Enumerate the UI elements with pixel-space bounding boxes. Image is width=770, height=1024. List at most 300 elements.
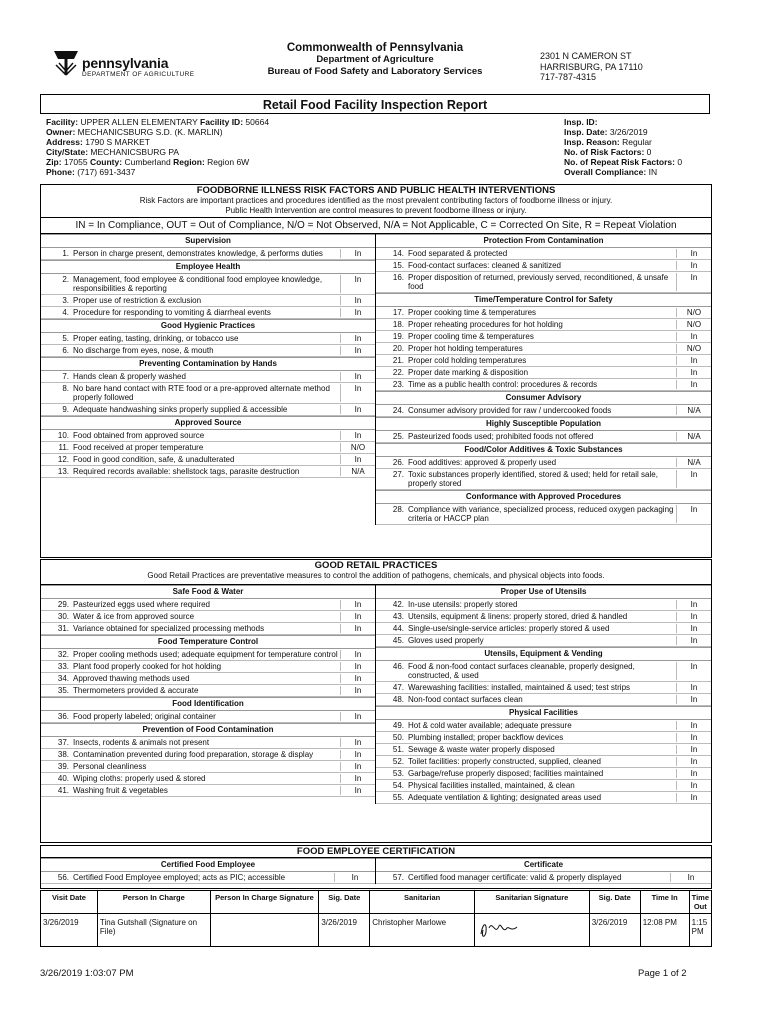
inspection-item-row (376, 744, 711, 756)
subsection-heading: Food Identification (41, 697, 375, 711)
inspection-item-row (41, 773, 375, 785)
inspection-item-row (41, 333, 375, 345)
region-value: Region 6W (207, 157, 250, 167)
item-description: Pasteurized eggs used where required (73, 599, 210, 609)
facility-name: UPPER ALLEN ELEMENTARY (80, 117, 198, 127)
logo-department: DEPARTMENT OF AGRICULTURE (82, 71, 195, 78)
col-time-out: Time Out (689, 891, 711, 914)
subsection-heading: Food Temperature Control (41, 635, 375, 649)
item-number: 33. (57, 661, 69, 671)
subsection-heading: Protection From Contamination (376, 234, 711, 248)
col-visit-date: Visit Date (41, 891, 98, 914)
item-description: Certified food manager certificate: valid & properly displayed (408, 873, 622, 882)
item-status: In (676, 356, 711, 365)
sanitarian-signature (475, 914, 590, 947)
certification-section (40, 845, 712, 889)
item-number: 10. (57, 431, 69, 440)
item-description: Variance obtained for specialized processing methods (73, 623, 265, 633)
item-description: Adequate handwashing sinks properly supplied & accessible (73, 405, 288, 414)
item-description: No discharge from eyes, nose, & mouth (73, 346, 214, 355)
item-number: 38. (57, 749, 69, 759)
item-number: 52. (392, 756, 404, 766)
item-status: In (676, 470, 711, 488)
inspection-item-row (376, 504, 711, 525)
risk-right-column (376, 234, 711, 525)
item-status: In (676, 249, 711, 258)
item-description: Food-contact surfaces: cleaned & sanitized (408, 261, 561, 270)
city-label: City/State: (46, 147, 89, 157)
inspection-item-row (376, 457, 711, 469)
item-number: 54. (392, 780, 404, 790)
item-status: In (676, 745, 711, 754)
item-number: 39. (57, 761, 69, 771)
inspection-item-row (41, 599, 375, 611)
inspection-item-row (41, 623, 375, 635)
item-number: 4. (62, 308, 69, 317)
subsection-heading: Physical Facilities (376, 706, 711, 720)
subsection-heading: Conformance with Approved Procedures (376, 490, 711, 504)
col-person-in-charge: Person In Charge (97, 891, 210, 914)
agency-heading (230, 42, 520, 78)
item-description: Procedure for responding to vomiting & diarrheal events (73, 308, 271, 317)
item-status: In (340, 750, 375, 759)
item-status: In (340, 650, 375, 659)
item-status: In (340, 662, 375, 671)
item-description: Proper cold holding temperatures (408, 356, 527, 365)
region-label: Region: (173, 157, 205, 167)
commonwealth-line: Commonwealth of Pennsylvania (286, 42, 464, 54)
item-description: Management, food employee & conditional food employee knowledge, responsibilities & reporting (73, 275, 323, 293)
insp-reason-label: Insp. Reason: (564, 137, 620, 147)
cert-right-column (376, 858, 711, 884)
item-description: Time as a public health control: procedures & records (408, 380, 598, 389)
inspection-item-row (41, 611, 375, 623)
subsection-heading: Time/Temperature Control for Safety (376, 293, 711, 307)
item-number: 18. (392, 320, 404, 329)
inspection-info (564, 117, 682, 177)
item-description: Gloves used properly (408, 635, 484, 645)
item-status: In (676, 636, 711, 645)
subsection-heading: Consumer Advisory (376, 391, 711, 405)
time-out: 1:15 PM (689, 914, 711, 947)
inspection-item-row (41, 872, 375, 884)
inspection-item-row (376, 635, 711, 647)
inspection-item-row (376, 599, 711, 611)
bureau-line: Bureau of Food Safety and Laboratory Services (267, 66, 483, 77)
pa-agriculture-logo (52, 49, 202, 83)
subsection-heading: Highly Susceptible Population (376, 417, 711, 431)
item-number: 37. (57, 737, 69, 747)
repeat-risk-value: 0 (677, 157, 683, 167)
item-status: In (334, 873, 375, 882)
inspection-item-row (41, 454, 375, 466)
handwritten-signature-icon (477, 918, 521, 940)
item-description: Proper eating, tasting, drinking, or tobacco use (73, 334, 239, 343)
item-number: 5. (62, 334, 69, 343)
item-description: Food properly labeled; original container (73, 711, 216, 721)
col-sanitarian: Sanitarian (370, 891, 475, 914)
subsection-heading: Supervision (41, 234, 375, 248)
department-line: Department of Agriculture (316, 54, 434, 65)
inspection-item-row (41, 466, 375, 478)
item-status: In (676, 380, 711, 389)
item-description: Plant food properly cooked for hot holding (73, 661, 222, 671)
agency-address (540, 51, 643, 83)
item-description: Food obtained from approved source (73, 431, 205, 440)
item-description: Contamination prevented during food preparation, storage & display (73, 749, 314, 759)
item-number: 1. (62, 249, 69, 258)
item-description: Food in good condition, safe, & unadulterated (73, 455, 235, 464)
item-status: In (340, 762, 375, 771)
item-number: 32. (57, 649, 69, 659)
address-phone: 717-787-4315 (540, 72, 597, 82)
item-status: In (340, 738, 375, 747)
item-status: In (676, 662, 711, 680)
item-description: Person in charge present, demonstrates knowledge, & performs duties (73, 249, 323, 258)
inspection-item-row (376, 611, 711, 623)
item-number: 31. (57, 623, 69, 633)
item-description: Pasteurized foods used; prohibited foods not offered (408, 432, 594, 441)
item-description: Toxic substances properly identified, stored & used; held for retail sale, properly stored (408, 470, 658, 488)
subsection-heading: Utensils, Equipment & Vending (376, 647, 711, 661)
pic-signature (210, 914, 319, 947)
item-number: 20. (392, 344, 404, 353)
insp-date-label: Insp. Date: (564, 127, 608, 137)
inspection-item-row (376, 792, 711, 804)
risk-factors-section (40, 184, 712, 558)
item-status: N/A (340, 467, 375, 476)
item-status: In (676, 261, 711, 270)
item-description: Hands clean & properly washed (73, 372, 186, 381)
item-status: In (676, 769, 711, 778)
inspection-item-row (376, 248, 711, 260)
zip-label: Zip: (46, 157, 62, 167)
inspection-item-row (41, 785, 375, 797)
item-status: In (676, 332, 711, 341)
item-status: N/O (676, 320, 711, 329)
item-number: 24. (392, 406, 404, 415)
facility-id: 50664 (245, 117, 270, 127)
item-status: N/O (676, 344, 711, 353)
signature-table (40, 890, 712, 947)
signature-data-row (41, 914, 712, 947)
item-status: In (340, 712, 375, 721)
inspection-item-row (41, 737, 375, 749)
item-status: In (340, 384, 375, 402)
inspection-item-row (376, 780, 711, 792)
item-description: Food received at proper temperature (73, 443, 204, 452)
item-status: In (340, 674, 375, 683)
item-status: In (340, 275, 375, 293)
time-in: 12:08 PM (640, 914, 689, 947)
item-description: Compliance with variance, specialized process, reduced oxygen packaging criteria or HACCP plan (408, 505, 674, 523)
item-status: In (340, 774, 375, 783)
item-description: No bare hand contact with RTE food or a pre-approved alternate method properly followed (73, 384, 330, 402)
col-time-in: Time In (640, 891, 689, 914)
item-number: 19. (392, 332, 404, 341)
inspection-item-row (376, 331, 711, 343)
risk-factors-value: 0 (646, 147, 652, 157)
item-status: In (676, 683, 711, 692)
cert-left-column (41, 858, 376, 884)
item-number: 17. (392, 308, 404, 317)
page-number: Page 1 of 2 (638, 968, 687, 979)
inspection-item-row (376, 623, 711, 635)
inspection-item-row (376, 661, 711, 682)
item-status: In (340, 686, 375, 695)
col-sanitarian-signature: Sanitarian Signature (475, 891, 590, 914)
item-number: 56. (57, 873, 69, 882)
item-number: 48. (392, 694, 404, 704)
item-status: In (676, 600, 711, 609)
item-description: Proper date marking & disposition (408, 368, 529, 377)
item-number: 53. (392, 768, 404, 778)
risk-section-sub1: Risk Factors are important practices and procedures identified as the most prevalent contributing factors of foodborne illness or injury. (139, 196, 613, 205)
cert-section-title: FOOD EMPLOYEE CERTIFICATION (41, 846, 711, 858)
item-description: Warewashing facilities: installed, maintained & used; test strips (408, 682, 631, 692)
inspection-item-row (41, 345, 375, 357)
subsection-heading: Preventing Contamination by Hands (41, 357, 375, 371)
item-description: Approved thawing methods used (73, 673, 190, 683)
item-status: In (340, 431, 375, 440)
item-status: In (670, 873, 711, 882)
inspection-item-row (41, 430, 375, 442)
item-number: 14. (392, 249, 404, 258)
item-description: Non-food contact surfaces clean (408, 694, 523, 704)
item-status: N/O (676, 308, 711, 317)
item-number: 46. (392, 661, 404, 671)
item-status: In (340, 296, 375, 305)
item-number: 44. (392, 623, 404, 633)
address-city: HARRISBURG, PA 17110 (540, 61, 643, 72)
item-description: Proper hot holding temperatures (408, 344, 523, 353)
item-status: In (676, 505, 711, 523)
item-description: Plumbing installed; proper backflow devices (408, 732, 564, 742)
item-status: In (676, 757, 711, 766)
item-number: 34. (57, 673, 69, 683)
inspection-item-row (376, 694, 711, 706)
item-status: In (340, 308, 375, 317)
inspection-item-row (376, 367, 711, 379)
inspection-item-row (41, 274, 375, 295)
item-status: In (676, 612, 711, 621)
item-description: Certified Food Employee employed; acts as PIC; accessible (73, 873, 286, 882)
inspection-item-row (41, 661, 375, 673)
inspection-item-row (41, 295, 375, 307)
risk-factors-label: No. of Risk Factors: (564, 147, 645, 157)
item-description: Proper reheating procedures for hot holding (408, 320, 563, 329)
subsection-heading: Certified Food Employee (41, 858, 375, 872)
city-value: MECHANICSBURG PA (90, 147, 180, 157)
inspection-item-row (41, 383, 375, 404)
item-number: 41. (57, 785, 69, 795)
item-number: 36. (57, 711, 69, 721)
item-status: In (676, 733, 711, 742)
subsection-heading: Safe Food & Water (41, 585, 375, 599)
item-status: In (676, 781, 711, 790)
item-description: Washing fruit & vegetables (73, 785, 168, 795)
insp-date-value: 3/26/2019 (609, 127, 648, 137)
col-sig-date: Sig. Date (319, 891, 370, 914)
item-status: In (676, 721, 711, 730)
item-status: In (340, 455, 375, 464)
owner-label: Owner: (46, 127, 76, 137)
item-number: 13. (57, 467, 69, 476)
item-number: 40. (57, 773, 69, 783)
item-number: 22. (392, 368, 404, 377)
item-status: In (676, 368, 711, 377)
insp-reason-value: Regular (622, 137, 652, 147)
item-status: In (676, 273, 711, 291)
facility-info (46, 117, 269, 177)
item-number: 42. (392, 599, 404, 609)
inspection-item-row (376, 379, 711, 391)
inspection-item-row (376, 355, 711, 367)
inspection-item-row (41, 649, 375, 661)
item-description: Garbage/refuse properly disposed; facilities maintained (408, 768, 604, 778)
address-street: 2301 N CAMERON ST (540, 51, 632, 61)
visit-date: 3/26/2019 (41, 914, 98, 947)
item-number: 29. (57, 599, 69, 609)
risk-section-title: FOODBORNE ILLNESS RISK FACTORS AND PUBLIC HEALTH INTERVENTIONS (196, 185, 556, 196)
inspection-item-row (376, 756, 711, 768)
item-description: Food separated & protected (408, 249, 508, 258)
compliance-value: IN (648, 167, 658, 177)
item-number: 26. (392, 458, 404, 467)
item-status: In (340, 624, 375, 633)
item-number: 28. (392, 505, 404, 514)
person-in-charge: Tina Gutshall (Signature on File) (97, 914, 210, 947)
item-status: In (340, 612, 375, 621)
item-description: Consumer advisory provided for raw / undercooked foods (408, 406, 612, 415)
item-number: 50. (392, 732, 404, 742)
item-status: In (340, 249, 375, 258)
good-retail-section (40, 559, 712, 843)
item-number: 57. (392, 873, 404, 882)
item-number: 2. (62, 275, 69, 284)
address-value: 1790 S MARKET (85, 137, 150, 147)
item-description: Toilet facilities: properly constructed, supplied, cleaned (408, 756, 601, 766)
address-label: Address: (46, 137, 83, 147)
item-number: 23. (392, 380, 404, 389)
facility-id-label: Facility ID: (200, 117, 244, 127)
item-status: N/A (676, 406, 711, 415)
item-description: Food & non-food contact surfaces cleanable, properly designed, constructed, & used (408, 661, 635, 680)
inspection-item-row (41, 371, 375, 383)
item-status: In (340, 600, 375, 609)
risk-section-sub2: Public Health Intervention are control measures to prevent foodborne illness or injury. (225, 205, 527, 215)
item-number: 12. (57, 455, 69, 464)
phone-label: Phone: (46, 167, 75, 177)
col-pic-signature: Person In Charge Signature (210, 891, 319, 914)
county-value: Cumberland (124, 157, 171, 167)
item-number: 55. (392, 792, 404, 802)
item-description: Proper cooling time & temperatures (408, 332, 534, 341)
inspection-item-row (41, 711, 375, 723)
inspection-item-row (376, 343, 711, 355)
item-number: 30. (57, 611, 69, 621)
item-number: 45. (392, 635, 404, 645)
item-status: In (340, 346, 375, 355)
risk-left-column (41, 234, 376, 525)
item-number: 35. (57, 685, 69, 695)
inspection-item-row (376, 682, 711, 694)
sanitarian-sig-date: 3/26/2019 (589, 914, 640, 947)
item-number: 8. (62, 384, 69, 393)
subsection-heading: Good Hygienic Practices (41, 319, 375, 333)
item-number: 16. (392, 273, 404, 282)
subsection-heading: Prevention of Food Contamination (41, 723, 375, 737)
item-number: 3. (62, 296, 69, 305)
item-status: In (676, 695, 711, 704)
inspection-item-row (41, 404, 375, 416)
item-description: Food additives: approved & properly used (408, 458, 557, 467)
item-number: 15. (392, 261, 404, 270)
item-status: In (340, 786, 375, 795)
inspection-item-row (41, 749, 375, 761)
item-description: Hot & cold water available; adequate pressure (408, 720, 572, 730)
inspection-item-row (41, 761, 375, 773)
item-description: Physical facilities installed, maintained, & clean (408, 780, 575, 790)
item-description: Sewage & waste water properly disposed (408, 744, 555, 754)
repeat-risk-label: No. of Repeat Risk Factors: (564, 157, 675, 167)
item-number: 49. (392, 720, 404, 730)
retail-section-title: GOOD RETAIL PRACTICES (314, 560, 438, 571)
retail-right-column (376, 585, 711, 804)
subsection-heading: Proper Use of Utensils (376, 585, 711, 599)
subsection-heading: Employee Health (41, 260, 375, 274)
pic-sig-date: 3/26/2019 (319, 914, 370, 947)
inspection-item-row (376, 469, 711, 490)
retail-left-column (41, 585, 376, 804)
item-description: Single-use/single-service articles: properly stored & used (408, 623, 610, 633)
item-description: Personal cleanliness (73, 761, 147, 771)
compliance-label: Overall Compliance: (564, 167, 647, 177)
owner-value: MECHANICSBURG S.D. (K. MARLIN) (77, 127, 223, 137)
sanitarian-name: Christopher Marlowe (370, 914, 475, 947)
inspection-item-row (376, 272, 711, 293)
item-number: 6. (62, 346, 69, 355)
item-status: In (676, 793, 711, 802)
item-description: Adequate ventilation & lighting; designated areas used (408, 792, 602, 802)
item-number: 9. (62, 405, 69, 414)
item-description: Proper disposition of returned, previously served, reconditioned, & unsafe food (408, 273, 669, 291)
item-description: Proper cooking time & temperatures (408, 308, 537, 317)
compliance-legend: IN = In Compliance, OUT = Out of Compliance, N/O = Not Observed, N/A = Not Applicable, C = Corrected On Site, R = Repeat Violation (41, 217, 711, 234)
inspection-item-row (376, 307, 711, 319)
inspection-item-row (41, 307, 375, 319)
item-description: Wiping cloths: properly used & stored (73, 773, 206, 783)
col-sig-date-2: Sig. Date (589, 891, 640, 914)
item-status: N/A (676, 432, 711, 441)
item-number: 25. (392, 432, 404, 441)
inspection-item-row (376, 720, 711, 732)
item-number: 51. (392, 744, 404, 754)
item-number: 7. (62, 372, 69, 381)
inspection-item-row (376, 405, 711, 417)
zip-value: 17055 (63, 157, 88, 167)
item-description: In-use utensils: properly stored (408, 599, 518, 609)
item-status: N/O (340, 443, 375, 452)
keystone-logo-icon (52, 49, 80, 79)
item-status: In (340, 334, 375, 343)
inspection-item-row (41, 673, 375, 685)
item-description: Water & ice from approved source (73, 611, 195, 621)
subsection-heading: Food/Color Additives & Toxic Substances (376, 443, 711, 457)
phone-value: (717) 691-3437 (77, 167, 136, 177)
inspection-item-row (376, 319, 711, 331)
item-status: In (340, 372, 375, 381)
